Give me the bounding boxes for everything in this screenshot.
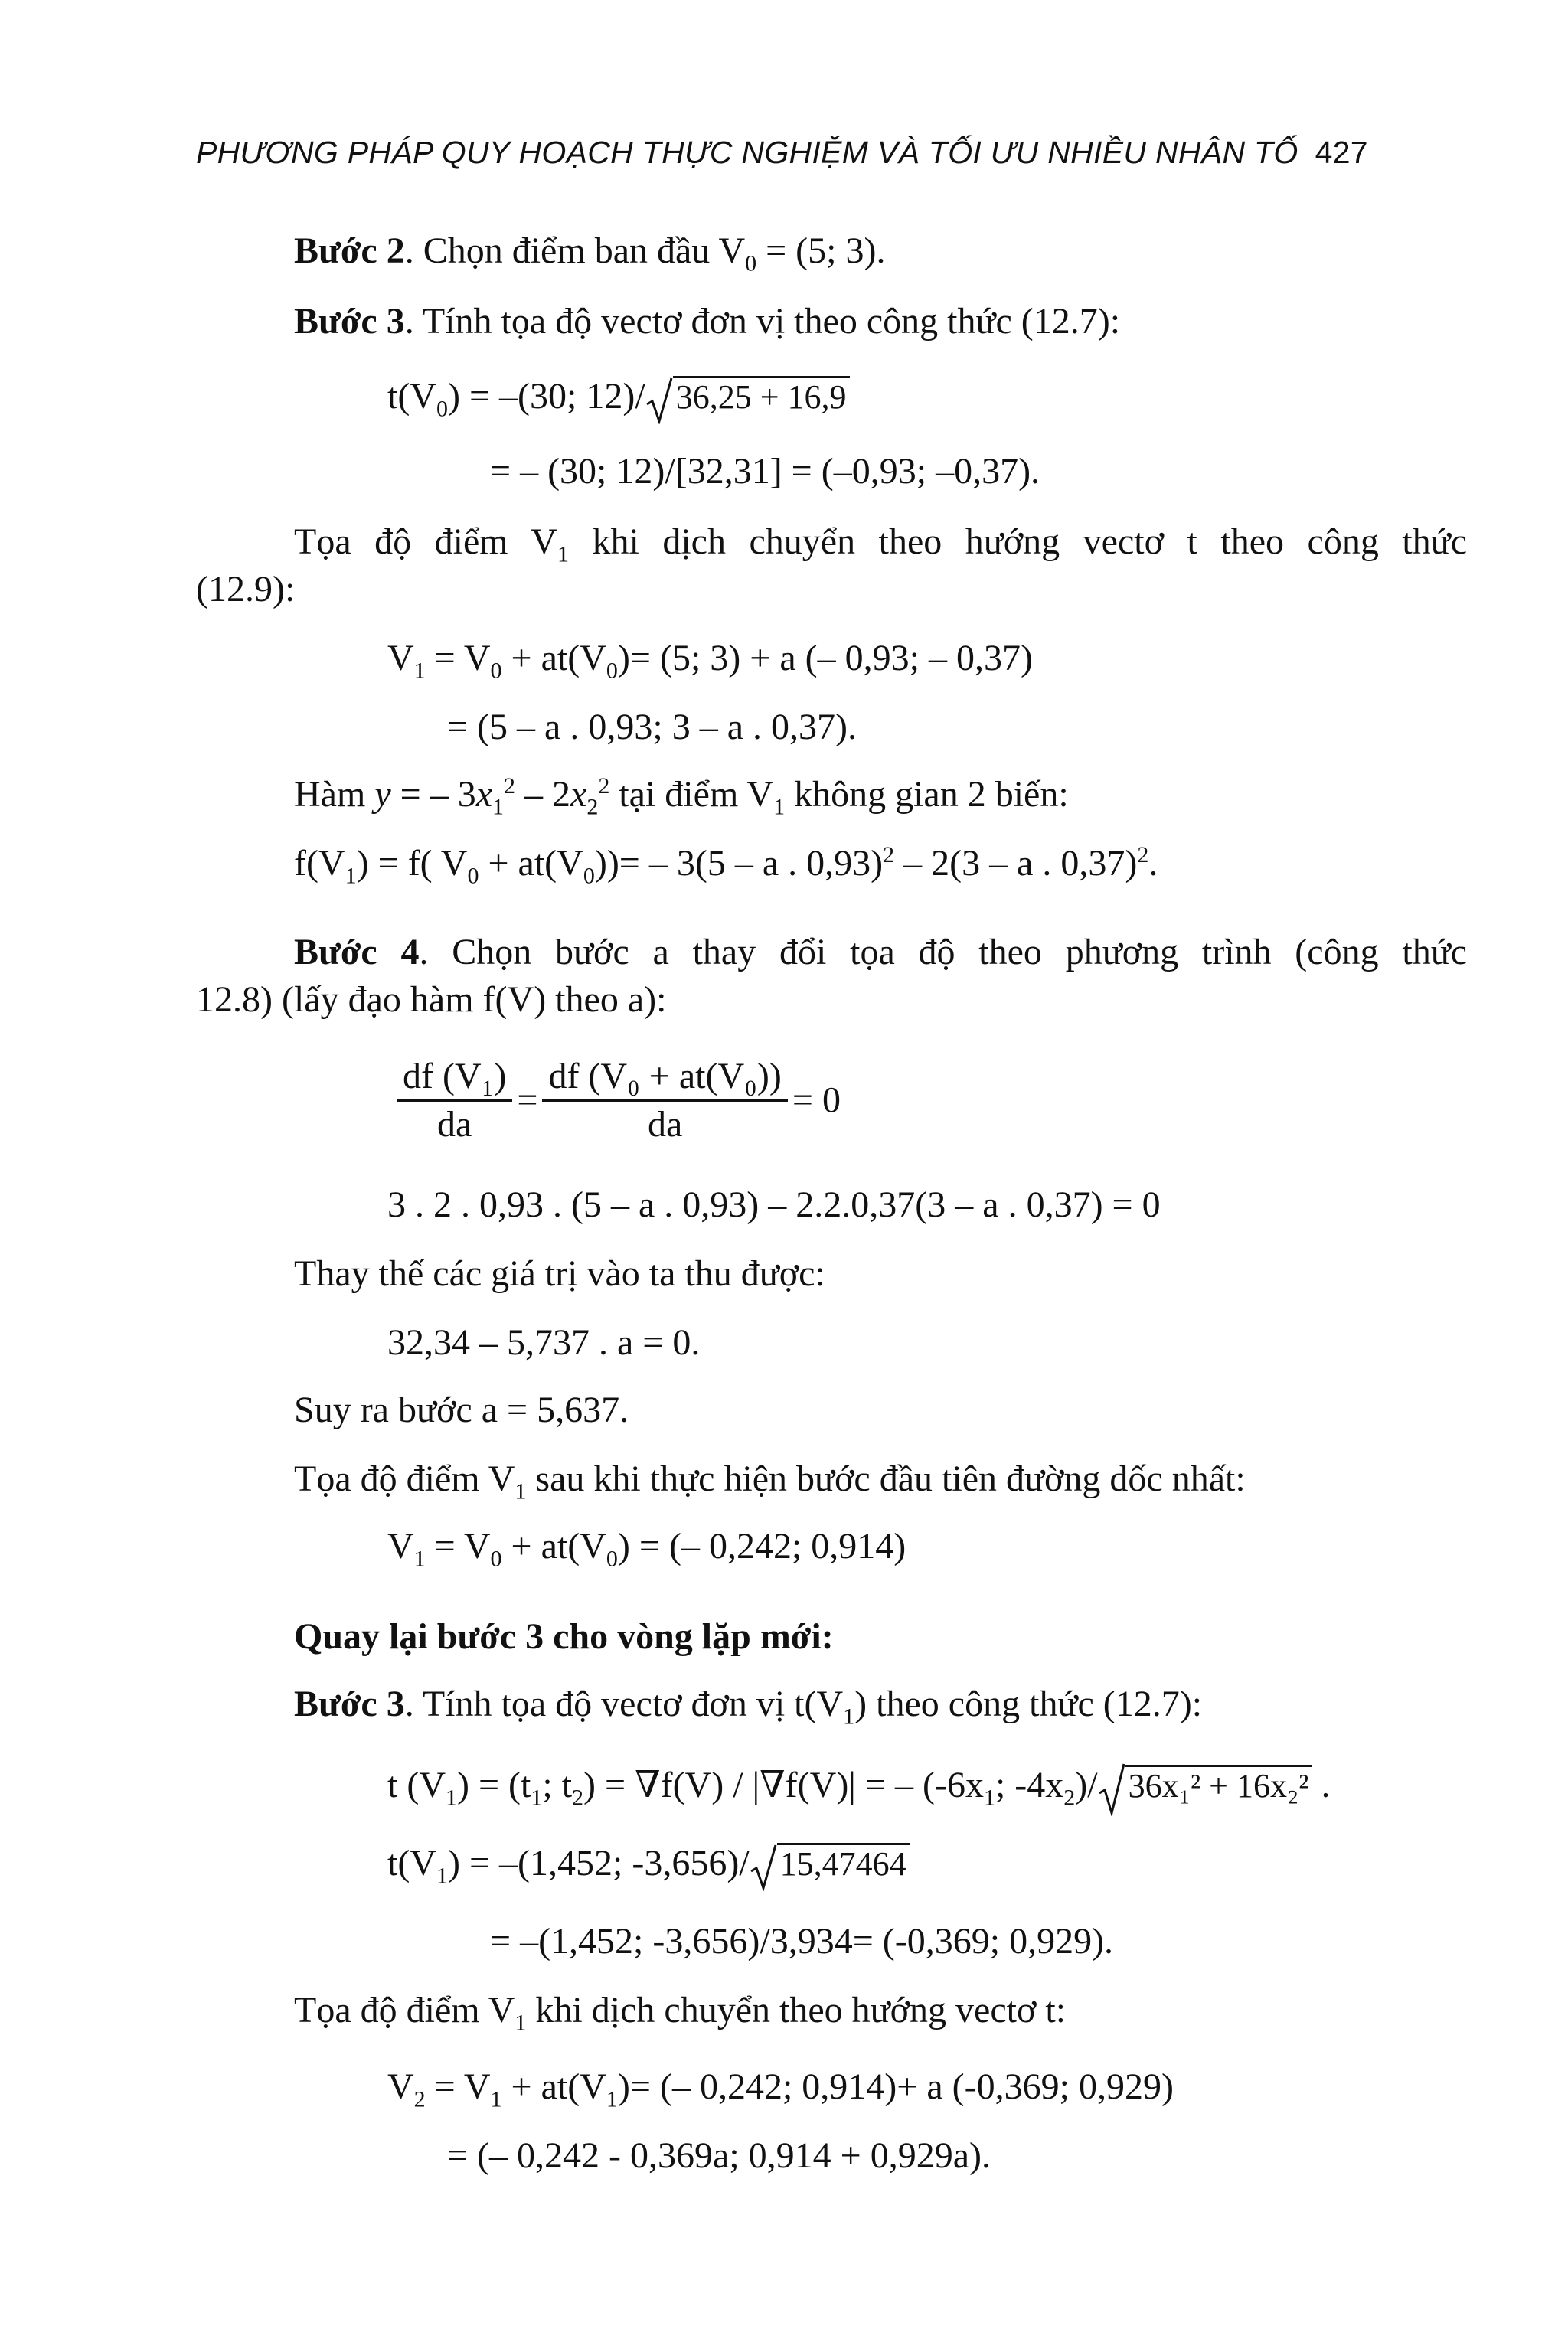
step-3-line: Bước 3. Tính tọa độ vectơ đơn vị theo công thức (12.7):	[294, 301, 1121, 341]
radical-sign	[645, 375, 673, 424]
formula-t-v1: $t(V_1) = -(1,452$; -3,656)/ 15,47464	[387, 1841, 910, 1891]
formula-line: = – (30; 12)/[32,31] = (–0,93; –0,37).	[490, 451, 1040, 492]
formula-t-v0: $t(V_0) = -(30$; 12)/ 36,25 + 16,9	[387, 374, 850, 424]
formula-v2: $V_2 = V_1 + at(V_1)=$ (– 0,242; 0,914)+ a (-0,369; 0,929)	[387, 2066, 1174, 2112]
radicand: 36x₁² + 16x₂²	[1125, 1765, 1312, 1805]
fraction: $\frac{\text{df (V₁)}}{da}$	[397, 1057, 512, 1145]
formula-line: = –(1,452; -3,656)/3,934= (-0,369; 0,929).	[490, 1921, 1114, 1962]
header-title: PHƯƠNG PHÁP QUY HOẠCH THỰC NGHIỆM VÀ TỐI ƯU NHIỀU NHÂN TỐ	[196, 135, 1298, 170]
paragraph-line: 12.8) (lấy đạo hàm f(V) theo a):	[196, 979, 667, 1020]
formula-line: 3 . 2 . 0,93 . (5 – a . 0,93) – 2.2.0,37(3 – a . 0,37) = 0	[387, 1184, 1161, 1225]
paragraph-line: Thay thế các giá trị vào ta thu được:	[294, 1253, 825, 1294]
paragraph-line: Tọa độ điểm $V_1$ khi dịch chuyển theo hướng vectơ t:	[294, 1990, 1067, 2036]
radical-sign	[1098, 1761, 1125, 1816]
step-label: Bước 3	[294, 1684, 405, 1724]
radical-sign	[750, 1842, 777, 1891]
radicand: 36,25 + 16,9	[673, 376, 850, 416]
formula-gradient: t $(V_1) = (t_1$; $t_2) = \nabla f(V) / |\nabla f(V)|$ = – ($-6x_1$; $-4x_2)/$ 36x₁² + 16x₂² .	[387, 1761, 1331, 1816]
page-number: 427	[1315, 135, 1368, 170]
paragraph-line: Tọa độ điểm $V_1$ khi dịch chuyển theo hướng vectơ t theo công thức	[294, 521, 1467, 567]
formula-f-v1: $f(V_1) = f$( $V_0 + at(V_0))= - 3(5 - a$ . 0,93)$^2$ – 2(3 – a . 0,37)$^2$.	[294, 842, 1158, 889]
formula-v1: $V_1 = V_0 + at(V_0)= (5$; 3) + a (– 0,93; – 0,37)	[387, 638, 1033, 684]
formula-v1-result: $V_1 = V_0 + at(V_0)$ = (– 0,242; 0,914)	[387, 1526, 906, 1572]
running-header	[196, 135, 1467, 171]
derivative-equation: $\frac{\text{df (V₁)}}{da}$ = $\frac{\text{df (V₀ + at(V₀))}}{da}$ = 0	[392, 1057, 841, 1145]
step-2-line: Bước 2. Chọn điểm ban đầu $V_0 = (5$; 3).	[294, 230, 886, 276]
formula-line: = (– 0,242 - 0,369a; 0,914 + 0,929a).	[447, 2135, 991, 2176]
step-label: Bước 4	[294, 932, 420, 972]
paragraph-line: Tọa độ điểm $V_1$ sau khi thực hiện bước đầu tiên đường dốc nhất:	[294, 1459, 1246, 1504]
function-definition: Hàm y = – $3x_1^2 - 2x_2^2$ tại điểm $V_1$ không gian 2 biến:	[294, 773, 1069, 820]
step-4-line: Bước 4. Chọn bước a thay đổi tọa độ theo phương trình (công thức	[294, 932, 1468, 972]
step-label: Bước 3	[294, 301, 405, 341]
radicand: 15,47464	[777, 1843, 910, 1883]
formula-line: 32,34 – 5,737 . a = 0.	[387, 1322, 701, 1363]
paragraph-line: (12.9):	[196, 569, 296, 609]
step-3-line: Bước 3. Tính tọa độ vectơ đơn vị $t(V_1)$ theo công thức (12.7):	[294, 1684, 1203, 1730]
section-heading: Quay lại bước 3 cho vòng lặp mới:	[294, 1616, 834, 1657]
formula-line: = (5 – a . 0,93; 3 – a . 0,37).	[447, 707, 857, 747]
paragraph-line: Suy ra bước a = 5,637.	[294, 1390, 629, 1430]
fraction: $\frac{\text{df (V₀ + at(V₀))}}{da}$	[542, 1057, 787, 1145]
step-label: Bước 2	[294, 230, 405, 271]
